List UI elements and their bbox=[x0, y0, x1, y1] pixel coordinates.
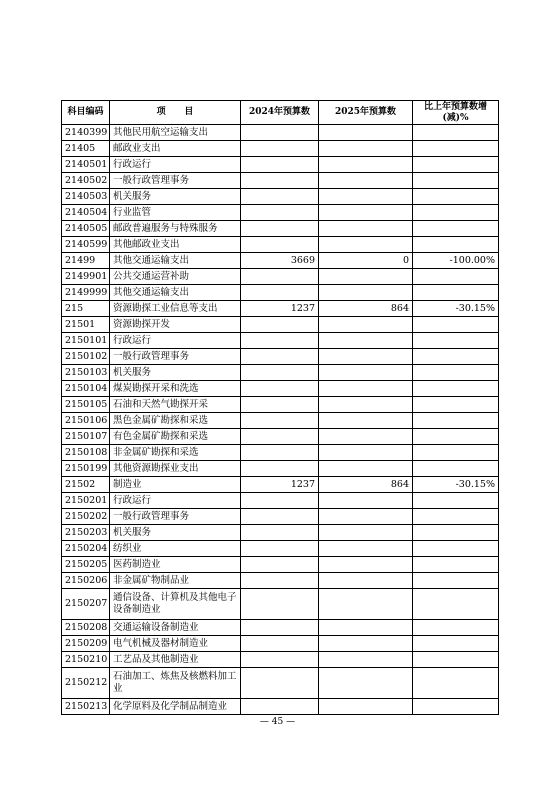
cell-code: 2150213 bbox=[62, 699, 110, 715]
cell-2025-budget bbox=[319, 285, 413, 301]
cell-2025-budget bbox=[319, 620, 413, 636]
cell-code: 2150201 bbox=[62, 493, 110, 509]
cell-item-name: 公共交通运营补助 bbox=[110, 269, 241, 285]
table-row bbox=[62, 445, 499, 461]
table-row bbox=[62, 269, 499, 285]
cell-item-name: 石油加工、炼焦及核燃料加工业 bbox=[110, 668, 241, 699]
cell-change-percent bbox=[413, 461, 499, 477]
table-body bbox=[62, 125, 499, 715]
cell-item-name: 煤炭勘探开采和洗选 bbox=[110, 381, 241, 397]
cell-code: 2140502 bbox=[62, 173, 110, 189]
table-row bbox=[62, 589, 499, 620]
cell-item-name: 纺织业 bbox=[110, 541, 241, 557]
cell-2024-budget bbox=[241, 285, 319, 301]
table-row bbox=[62, 652, 499, 668]
cell-2025-budget bbox=[319, 237, 413, 253]
cell-change-percent bbox=[413, 509, 499, 525]
table-row bbox=[62, 221, 499, 237]
cell-change-percent bbox=[413, 429, 499, 445]
table-row bbox=[62, 557, 499, 573]
table-row bbox=[62, 477, 499, 493]
cell-change-percent bbox=[413, 141, 499, 157]
cell-2024-budget bbox=[241, 525, 319, 541]
cell-2025-budget bbox=[319, 589, 413, 620]
cell-item-name: 行政运行 bbox=[110, 493, 241, 509]
table-row bbox=[62, 349, 499, 365]
cell-code: 2140504 bbox=[62, 205, 110, 221]
cell-item-name: 工艺品及其他制造业 bbox=[110, 652, 241, 668]
cell-2024-budget bbox=[241, 699, 319, 715]
cell-code: 2150206 bbox=[62, 573, 110, 589]
cell-2024-budget bbox=[241, 620, 319, 636]
table-row bbox=[62, 668, 499, 699]
cell-item-name: 黑色金属矿勘探和采选 bbox=[110, 413, 241, 429]
cell-item-name: 邮政普遍服务与特殊服务 bbox=[110, 221, 241, 237]
cell-2024-budget bbox=[241, 141, 319, 157]
budget-table bbox=[61, 100, 499, 715]
cell-code: 2140501 bbox=[62, 157, 110, 173]
cell-change-percent: -100.00% bbox=[413, 253, 499, 269]
table-row bbox=[62, 317, 499, 333]
cell-2024-budget bbox=[241, 429, 319, 445]
cell-item-name: 其他资源勘探业支出 bbox=[110, 461, 241, 477]
table-row bbox=[62, 525, 499, 541]
cell-item-name: 其他邮政业支出 bbox=[110, 237, 241, 253]
table-row bbox=[62, 189, 499, 205]
cell-change-percent bbox=[413, 365, 499, 381]
cell-2025-budget bbox=[319, 221, 413, 237]
table-row bbox=[62, 636, 499, 652]
table-row bbox=[62, 301, 499, 317]
cell-change-percent: -30.15% bbox=[413, 477, 499, 493]
cell-2024-budget bbox=[241, 173, 319, 189]
table-row bbox=[62, 237, 499, 253]
cell-2024-budget bbox=[241, 157, 319, 173]
cell-code: 2140599 bbox=[62, 237, 110, 253]
cell-2024-budget bbox=[241, 445, 319, 461]
cell-code: 2150103 bbox=[62, 365, 110, 381]
cell-item-name: 非金属矿勘探和采选 bbox=[110, 445, 241, 461]
cell-item-name: 有色金属矿勘探和采选 bbox=[110, 429, 241, 445]
cell-2024-budget bbox=[241, 365, 319, 381]
cell-2024-budget bbox=[241, 668, 319, 699]
cell-2025-budget bbox=[319, 573, 413, 589]
cell-item-name: 其他民用航空运输支出 bbox=[110, 125, 241, 141]
cell-item-name: 交通运输设备制造业 bbox=[110, 620, 241, 636]
cell-2024-budget: 3669 bbox=[241, 253, 319, 269]
cell-item-name: 其他交通运输支出 bbox=[110, 253, 241, 269]
cell-code: 2150202 bbox=[62, 509, 110, 525]
cell-2025-budget bbox=[319, 413, 413, 429]
cell-change-percent bbox=[413, 620, 499, 636]
cell-2025-budget bbox=[319, 381, 413, 397]
cell-2024-budget bbox=[241, 397, 319, 413]
table-row bbox=[62, 429, 499, 445]
cell-2025-budget bbox=[319, 317, 413, 333]
cell-item-name: 化学原料及化学制品制造业 bbox=[110, 699, 241, 715]
cell-code: 2140503 bbox=[62, 189, 110, 205]
cell-2024-budget bbox=[241, 461, 319, 477]
cell-code: 2150107 bbox=[62, 429, 110, 445]
cell-change-percent bbox=[413, 589, 499, 620]
table-row bbox=[62, 125, 499, 141]
cell-item-name: 邮政业支出 bbox=[110, 141, 241, 157]
cell-2024-budget bbox=[241, 189, 319, 205]
cell-item-name: 一般行政管理事务 bbox=[110, 349, 241, 365]
cell-item-name: 资源勘探开发 bbox=[110, 317, 241, 333]
cell-change-percent bbox=[413, 573, 499, 589]
cell-item-name: 行业监管 bbox=[110, 205, 241, 221]
cell-2025-budget bbox=[319, 349, 413, 365]
cell-change-percent bbox=[413, 381, 499, 397]
cell-2024-budget bbox=[241, 349, 319, 365]
cell-2025-budget bbox=[319, 445, 413, 461]
cell-code: 2140505 bbox=[62, 221, 110, 237]
cell-2024-budget bbox=[241, 493, 319, 509]
cell-2025-budget bbox=[319, 557, 413, 573]
cell-code: 2150199 bbox=[62, 461, 110, 477]
cell-2024-budget bbox=[241, 652, 319, 668]
table-row bbox=[62, 493, 499, 509]
cell-change-percent bbox=[413, 285, 499, 301]
table-row bbox=[62, 365, 499, 381]
cell-2025-budget: 864 bbox=[319, 477, 413, 493]
cell-item-name: 医药制造业 bbox=[110, 557, 241, 573]
cell-2025-budget bbox=[319, 205, 413, 221]
cell-change-percent bbox=[413, 237, 499, 253]
cell-code: 21405 bbox=[62, 141, 110, 157]
cell-2025-budget bbox=[319, 173, 413, 189]
cell-2024-budget bbox=[241, 317, 319, 333]
cell-2025-budget bbox=[319, 699, 413, 715]
cell-2025-budget bbox=[319, 493, 413, 509]
cell-2025-budget bbox=[319, 269, 413, 285]
cell-change-percent bbox=[413, 541, 499, 557]
cell-code: 2149901 bbox=[62, 269, 110, 285]
table-row bbox=[62, 699, 499, 715]
cell-item-name: 行政运行 bbox=[110, 157, 241, 173]
cell-2025-budget bbox=[319, 141, 413, 157]
cell-code: 2150106 bbox=[62, 413, 110, 429]
cell-change-percent bbox=[413, 173, 499, 189]
cell-2025-budget: 0 bbox=[319, 253, 413, 269]
cell-code: 2140399 bbox=[62, 125, 110, 141]
cell-change-percent bbox=[413, 493, 499, 509]
cell-code: 2150204 bbox=[62, 541, 110, 557]
cell-change-percent bbox=[413, 205, 499, 221]
cell-change-percent bbox=[413, 333, 499, 349]
table-row bbox=[62, 253, 499, 269]
cell-2024-budget bbox=[241, 413, 319, 429]
cell-2025-budget bbox=[319, 461, 413, 477]
page-number: — 45 — bbox=[259, 717, 296, 727]
cell-2025-budget bbox=[319, 668, 413, 699]
cell-2024-budget bbox=[241, 636, 319, 652]
cell-code: 2150212 bbox=[62, 668, 110, 699]
cell-2025-budget bbox=[319, 157, 413, 173]
cell-2024-budget bbox=[241, 573, 319, 589]
header-2025-budget: 2025年预算数 bbox=[319, 101, 413, 125]
cell-2025-budget bbox=[319, 636, 413, 652]
cell-2025-budget bbox=[319, 333, 413, 349]
cell-change-percent bbox=[413, 652, 499, 668]
cell-change-percent bbox=[413, 269, 499, 285]
table-row bbox=[62, 333, 499, 349]
cell-2025-budget: 864 bbox=[319, 301, 413, 317]
cell-2024-budget bbox=[241, 381, 319, 397]
cell-item-name: 行政运行 bbox=[110, 333, 241, 349]
header-change-percent: 比上年预算数增(减)% bbox=[413, 101, 499, 125]
cell-code: 2150207 bbox=[62, 589, 110, 620]
cell-2024-budget: 1237 bbox=[241, 301, 319, 317]
table-row bbox=[62, 381, 499, 397]
cell-code: 21502 bbox=[62, 477, 110, 493]
cell-change-percent bbox=[413, 189, 499, 205]
cell-2024-budget bbox=[241, 237, 319, 253]
cell-code: 2150108 bbox=[62, 445, 110, 461]
cell-item-name: 电气机械及器材制造业 bbox=[110, 636, 241, 652]
cell-2025-budget bbox=[319, 365, 413, 381]
cell-item-name: 通信设备、计算机及其他电子设备制造业 bbox=[110, 589, 241, 620]
table-row bbox=[62, 461, 499, 477]
table-row bbox=[62, 173, 499, 189]
cell-change-percent bbox=[413, 557, 499, 573]
cell-item-name: 机关服务 bbox=[110, 365, 241, 381]
table-header-row bbox=[62, 101, 499, 125]
cell-change-percent bbox=[413, 525, 499, 541]
header-item: 项 目 bbox=[110, 101, 241, 125]
cell-2025-budget bbox=[319, 541, 413, 557]
cell-change-percent bbox=[413, 668, 499, 699]
cell-change-percent bbox=[413, 699, 499, 715]
cell-2025-budget bbox=[319, 509, 413, 525]
cell-change-percent bbox=[413, 445, 499, 461]
header-code: 科目编码 bbox=[62, 101, 110, 125]
cell-2025-budget bbox=[319, 125, 413, 141]
cell-item-name: 其他交通运输支出 bbox=[110, 285, 241, 301]
cell-2025-budget bbox=[319, 397, 413, 413]
cell-change-percent bbox=[413, 413, 499, 429]
cell-change-percent bbox=[413, 317, 499, 333]
cell-2025-budget bbox=[319, 652, 413, 668]
table-row bbox=[62, 541, 499, 557]
cell-code: 215 bbox=[62, 301, 110, 317]
table-row bbox=[62, 573, 499, 589]
cell-item-name: 一般行政管理事务 bbox=[110, 173, 241, 189]
cell-2025-budget bbox=[319, 189, 413, 205]
cell-change-percent bbox=[413, 349, 499, 365]
cell-2024-budget bbox=[241, 269, 319, 285]
cell-change-percent: -30.15% bbox=[413, 301, 499, 317]
cell-2024-budget bbox=[241, 221, 319, 237]
table-row bbox=[62, 285, 499, 301]
cell-change-percent bbox=[413, 397, 499, 413]
cell-code: 2150208 bbox=[62, 620, 110, 636]
table-row bbox=[62, 141, 499, 157]
cell-2024-budget bbox=[241, 509, 319, 525]
cell-item-name: 石油和天然气勘探开采 bbox=[110, 397, 241, 413]
cell-code: 2150209 bbox=[62, 636, 110, 652]
table-row bbox=[62, 205, 499, 221]
cell-2024-budget: 1237 bbox=[241, 477, 319, 493]
cell-code: 2150205 bbox=[62, 557, 110, 573]
cell-2024-budget bbox=[241, 589, 319, 620]
table-row bbox=[62, 413, 499, 429]
cell-2025-budget bbox=[319, 525, 413, 541]
table-row bbox=[62, 620, 499, 636]
cell-code: 2150101 bbox=[62, 333, 110, 349]
cell-2024-budget bbox=[241, 541, 319, 557]
cell-code: 2150105 bbox=[62, 397, 110, 413]
cell-2024-budget bbox=[241, 205, 319, 221]
cell-change-percent bbox=[413, 221, 499, 237]
cell-code: 2150210 bbox=[62, 652, 110, 668]
cell-change-percent bbox=[413, 157, 499, 173]
cell-2024-budget bbox=[241, 333, 319, 349]
cell-2025-budget bbox=[319, 429, 413, 445]
cell-change-percent bbox=[413, 636, 499, 652]
table-row bbox=[62, 397, 499, 413]
cell-code: 21499 bbox=[62, 253, 110, 269]
cell-code: 2150104 bbox=[62, 381, 110, 397]
cell-item-name: 机关服务 bbox=[110, 525, 241, 541]
cell-change-percent bbox=[413, 125, 499, 141]
cell-item-name: 制造业 bbox=[110, 477, 241, 493]
cell-code: 2149999 bbox=[62, 285, 110, 301]
cell-code: 2150203 bbox=[62, 525, 110, 541]
header-2024-budget: 2024年预算数 bbox=[241, 101, 319, 125]
table-row bbox=[62, 509, 499, 525]
cell-code: 2150102 bbox=[62, 349, 110, 365]
cell-item-name: 资源勘探工业信息等支出 bbox=[110, 301, 241, 317]
cell-item-name: 一般行政管理事务 bbox=[110, 509, 241, 525]
cell-2024-budget bbox=[241, 557, 319, 573]
cell-item-name: 非金属矿物制品业 bbox=[110, 573, 241, 589]
cell-item-name: 机关服务 bbox=[110, 189, 241, 205]
table-row bbox=[62, 157, 499, 173]
cell-code: 21501 bbox=[62, 317, 110, 333]
cell-2024-budget bbox=[241, 125, 319, 141]
